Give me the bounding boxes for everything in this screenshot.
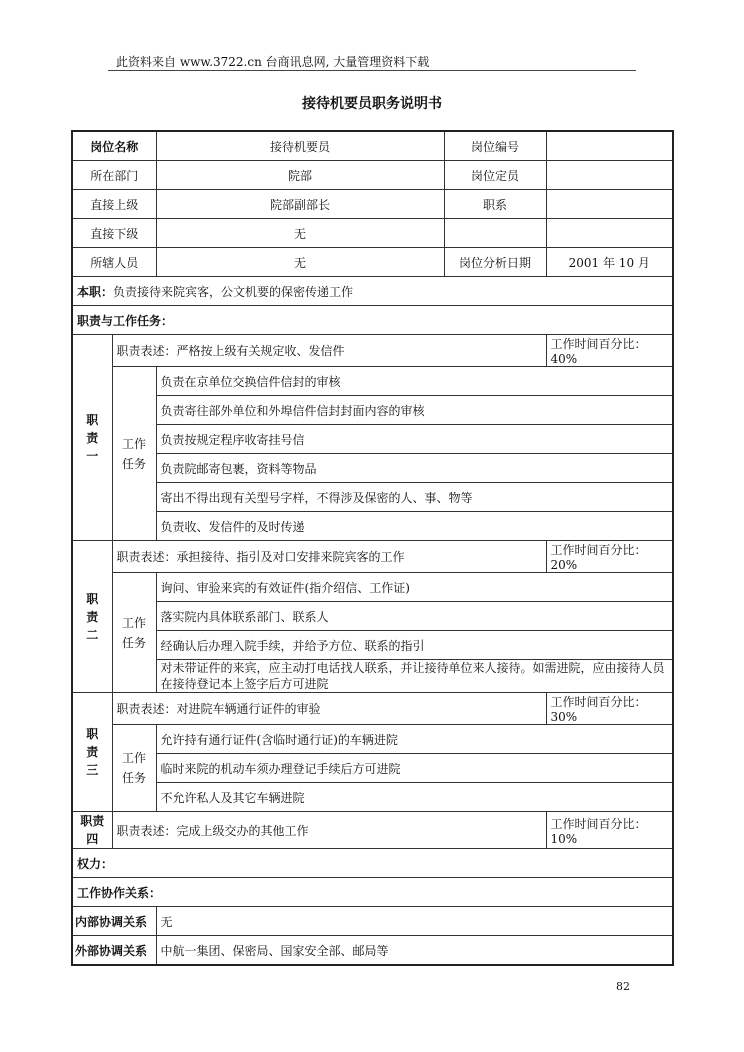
responsibility-2-time-share: 工作时间百分比：20% (546, 541, 673, 573)
responsibility-2-label: 职 责 二 (72, 541, 112, 693)
external-coordination-label: 外部协调关系 (72, 936, 156, 966)
position-name-label: 岗位名称 (72, 131, 156, 161)
responsibilities-heading: 职责与工作任务： (72, 306, 673, 335)
managed-value: 无 (156, 248, 444, 277)
position-code-label: 岗位编号 (444, 131, 546, 161)
page-title: 接待机要员职务说明书 (302, 96, 442, 112)
task-item: 寄出不得出现有关型号字样，不得涉及保密的人、事、物等 (156, 483, 673, 512)
position-name-value: 接待机要员 (156, 131, 444, 161)
responsibility-1-time-share: 工作时间百分比：40% (546, 335, 673, 367)
task-label: 工作 任务 (112, 573, 156, 693)
task-item: 询问、审验来宾的有效证件(指介绍信、工作证) (156, 573, 673, 602)
task-item: 落实院内具体联系部门、联系人 (156, 602, 673, 631)
rank-value (546, 190, 673, 219)
headcount-label: 岗位定员 (444, 161, 546, 190)
job-description-table (71, 130, 674, 966)
analysis-date-value: 2001 年 10 月 (546, 248, 673, 277)
rank-label: 职系 (444, 190, 546, 219)
cooperation-heading: 工作协作关系： (72, 878, 673, 907)
responsibility-4-statement: 职责表述：完成上级交办的其他工作 (112, 812, 546, 849)
responsibility-4-time-share: 工作时间百分比：10% (546, 812, 673, 849)
department-label: 所在部门 (72, 161, 156, 190)
duty-label: 本职： (77, 284, 114, 299)
responsibility-1-label: 职 责 一 (72, 335, 112, 541)
empty-cell (546, 219, 673, 248)
responsibility-3-label: 职 责 三 (72, 693, 112, 812)
task-label: 工作 任务 (112, 725, 156, 812)
page-header: 此资料来自 www.3722.cn 台商讯息网, 大量管理资料下载 (116, 55, 430, 69)
analysis-date-label: 岗位分析日期 (444, 248, 546, 277)
task-item: 允许持有通行证件(含临时通行证)的车辆进院 (156, 725, 673, 754)
task-item: 经确认后办理入院手续，并给予方位、联系的指引 (156, 631, 673, 660)
task-label: 工作 任务 (112, 367, 156, 541)
headcount-value (546, 161, 673, 190)
task-item: 不允许私人及其它车辆进院 (156, 783, 673, 812)
internal-coordination-value: 无 (156, 907, 673, 936)
task-item: 对未带证件的来宾，应主动打电话找人联系，并让接待单位来人接待。如需进院，应由接待人员在接待登记本上签字后方可进院 (156, 660, 673, 693)
responsibility-2-statement: 职责表述：承担接待、指引及对口安排来院宾客的工作 (112, 541, 546, 573)
authority-heading: 权力： (72, 849, 673, 878)
subordinate-value: 无 (156, 219, 444, 248)
page-number: 82 (616, 980, 630, 993)
responsibility-4-label: 职责 四 (72, 812, 112, 849)
responsibility-3-time-share: 工作时间百分比：30% (546, 693, 673, 725)
header-divider (108, 70, 636, 71)
empty-cell (444, 219, 546, 248)
responsibility-3-statement: 职责表述：对进院车辆通行证件的审验 (112, 693, 546, 725)
task-item: 负责收、发信件的及时传递 (156, 512, 673, 541)
responsibility-1-statement: 职责表述：严格按上级有关规定收、发信件 (112, 335, 546, 367)
duty-text: 负责接待来院宾客，公文机要的保密传递工作 (113, 284, 354, 299)
superior-value: 院部副部长 (156, 190, 444, 219)
task-item: 负责在京单位交换信件信封的审核 (156, 367, 673, 396)
department-value: 院部 (156, 161, 444, 190)
superior-label: 直接上级 (72, 190, 156, 219)
position-code-value (546, 131, 673, 161)
subordinate-label: 直接下级 (72, 219, 156, 248)
task-item: 临时来院的机动车须办理登记手续后方可进院 (156, 754, 673, 783)
managed-label: 所辖人员 (72, 248, 156, 277)
task-item: 负责院邮寄包裹，资料等物品 (156, 454, 673, 483)
internal-coordination-label: 内部协调关系 (72, 907, 156, 936)
task-item: 负责按规定程序收寄挂号信 (156, 425, 673, 454)
external-coordination-value: 中航一集团、保密局、国家安全部、邮局等 (156, 936, 673, 966)
duty-row (72, 277, 673, 306)
task-item: 负责寄往部外单位和外埠信件信封封面内容的审核 (156, 396, 673, 425)
